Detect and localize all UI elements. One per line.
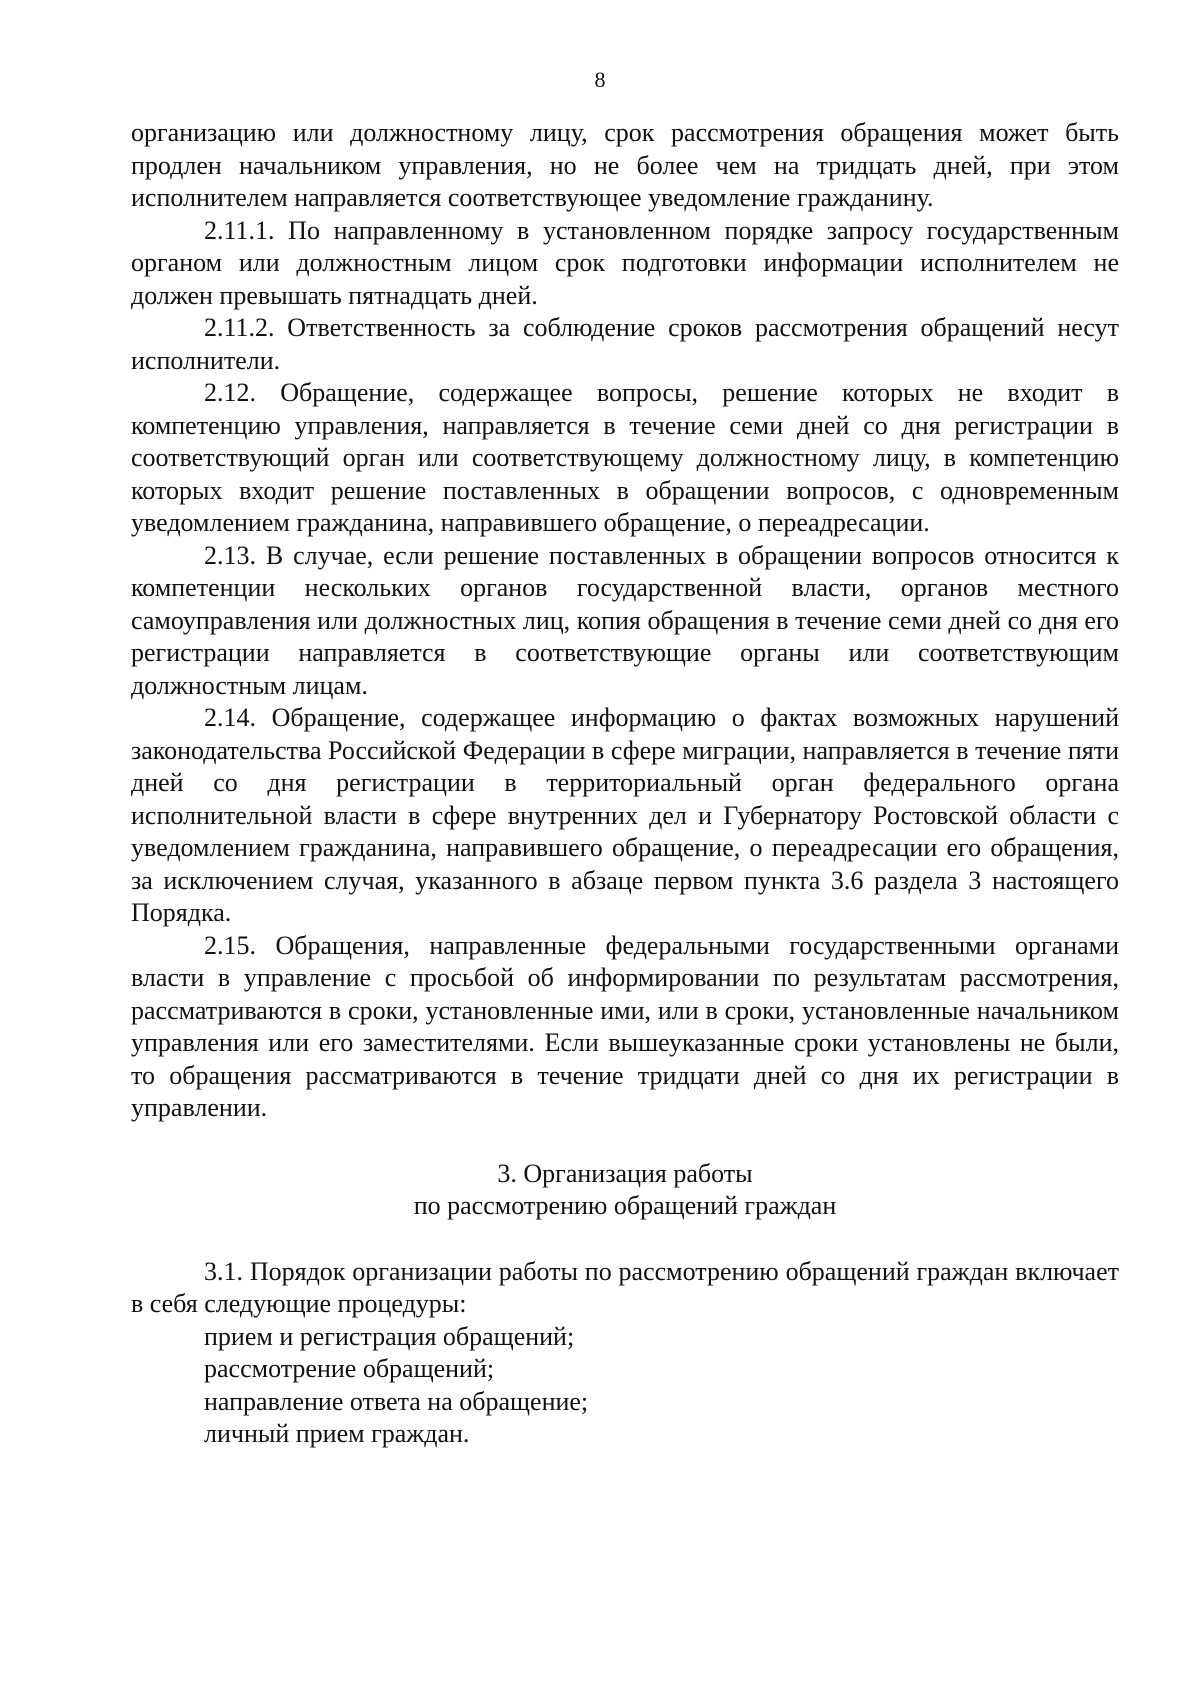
page-number: 8 bbox=[594, 67, 606, 92]
paragraph-continuation: организацию или должностному лицу, срок рассмотрения обращения может быть продлен начальником управления, но не более чем на тридцать дней, при этом исполнителем направляется соответствующее уведомление гражданину. bbox=[131, 118, 1119, 212]
paragraph-2-14: 2.14. Обращение, содержащее информацию о фактах возможных нарушений законодательства Российской Федерации в сфере миграции, направляется в течение пяти дней со дня регистрации в территориальный орган федерального органа исполнительной власти в сфере внутренних дел и Губернатору Ростовской области с уведомлением гражданина, направившего обращение, о переадресации его обращения, за исключением случая, указанного в абзаце первом пункта 3.6 раздела 3 настоящего Порядка. bbox=[131, 703, 1119, 927]
paragraph-2-12: 2.12. Обращение, содержащее вопросы, решение которых не входит в компетенцию управления, направляется в течение семи дней со дня регистрации в соответствующий орган или соответствующему должностному лицу, в компетенцию которых входит решение поставленных в обращении вопросов, с одновременным уведомлением гражданина, направившего обращение, о переадресации. bbox=[131, 378, 1119, 537]
section-heading-line-1: 3. Организация работы bbox=[497, 1158, 753, 1188]
paragraph-2-13: 2.13. В случае, если решение поставленных в обращении вопросов относится к компетенции нескольких органов государственной власти, органов местного самоуправления или должностных лиц, копия обращения в течение семи дней со дня его регистрации направляется в соответствующие органы или соответствующим должностным лицам. bbox=[131, 540, 1119, 700]
section-heading-line-2: по рассмотрению обращений граждан bbox=[413, 1191, 837, 1220]
paragraph-2-15: 2.15. Обращения, направленные федеральными государственными органами власти в управление с просьбой об информировании по результатам рассмотрения, рассматриваются в сроки, установленные ими, или в сроки, установленные начальником управления или его заместителями. Если вышеуказанные сроки установлены не были, то обращения рассматриваются в течение тридцати дней со дня их регистрации в управлении. bbox=[131, 930, 1119, 1122]
paragraph-2-11-2: 2.11.2. Ответственность за соблюдение сроков рассмотрения обращений несут исполнители. bbox=[131, 313, 1119, 375]
paragraph-2-11-1: 2.11.1. По направленному в установленном порядке запросу государственным органом или должностным лицом срок подготовки информации исполнителем не должен превышать пятнадцать дней. bbox=[131, 215, 1119, 310]
paragraph-3-1: 3.1. Порядок организации работы по рассмотрению обращений граждан включает в себя следующие процедуры: bbox=[131, 1256, 1119, 1318]
procedure-item: направление ответа на обращение; bbox=[204, 1386, 589, 1416]
section-heading bbox=[131, 1158, 1119, 1223]
procedure-item: личный прием граждан. bbox=[204, 1419, 470, 1448]
procedure-item: прием и регистрация обращений; bbox=[204, 1321, 575, 1351]
procedure-item: рассмотрение обращений; bbox=[204, 1354, 495, 1383]
document-body bbox=[131, 117, 1119, 1451]
